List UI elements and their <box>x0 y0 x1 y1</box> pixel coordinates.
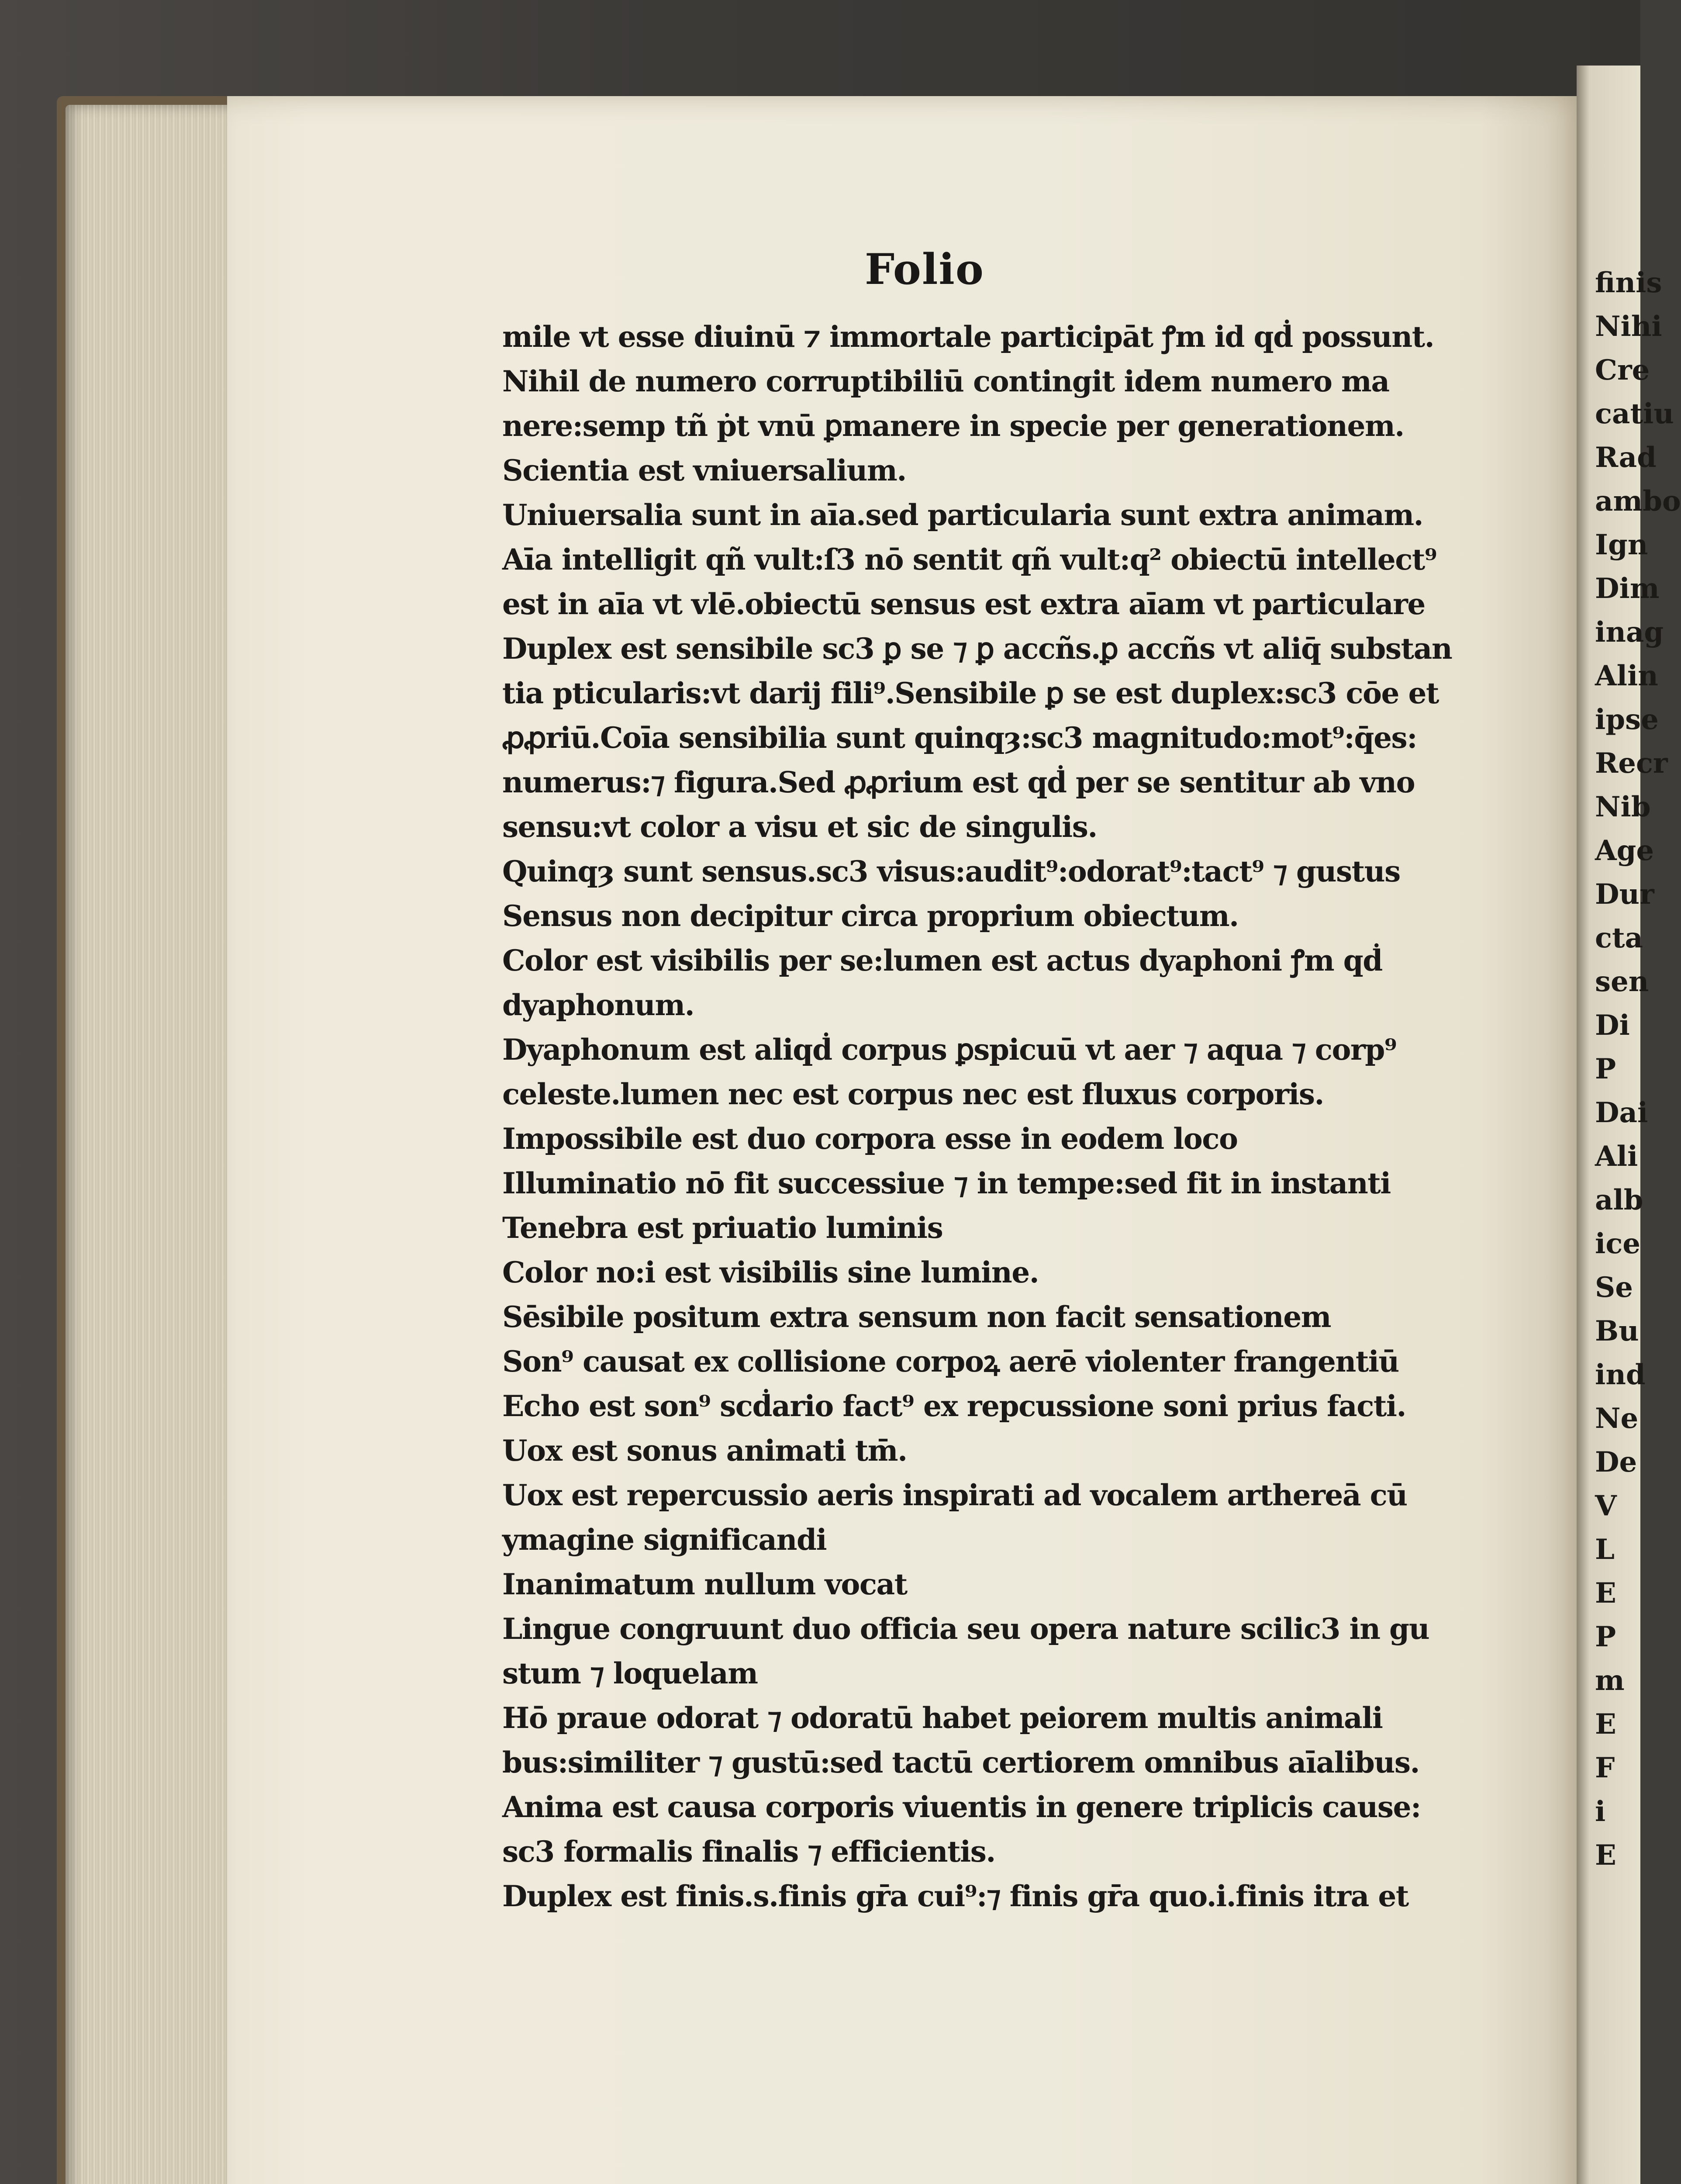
facing-page-fragment: finis <box>1595 266 1662 299</box>
page-edges <box>66 105 231 2184</box>
text-line: Uniuersalia sunt in aīa.sed particularia sunt extra animam. <box>502 498 1423 532</box>
facing-page-fragment: Ign <box>1595 529 1648 561</box>
facing-page-fragment: Dai <box>1595 1096 1648 1129</box>
facing-page-fragment: ice <box>1595 1227 1640 1260</box>
text-line: sc3 formalis finalis ⁊ efficientis. <box>502 1835 995 1869</box>
facing-page-fragment: Di <box>1595 1009 1630 1042</box>
facing-page-fragment: i <box>1595 1795 1606 1828</box>
facing-page-fragment: Alin <box>1595 660 1658 692</box>
facing-page-fragment: E <box>1595 1708 1616 1741</box>
facing-page-fragment: m <box>1595 1664 1625 1697</box>
text-block <box>502 314 1452 1918</box>
facing-page-fragment: alb <box>1595 1184 1643 1216</box>
text-line: Uox est repercussio aeris inspirati ad vocalem arthereā cū <box>502 1478 1407 1512</box>
text-line: ymagine significandi <box>502 1523 827 1557</box>
facing-page-fragment: ambo <box>1595 485 1681 518</box>
text-line: celeste.lumen nec est corpus nec est fluxus corporis. <box>502 1077 1324 1111</box>
facing-page-fragment: Dur <box>1595 878 1654 911</box>
text-line: Uox est sonus animati tm̄. <box>502 1434 907 1468</box>
facing-page-fragment: inag <box>1595 616 1664 649</box>
text-line: Color no:i est visibilis sine lumine. <box>502 1255 1039 1289</box>
facing-page-fragment: ind <box>1595 1358 1646 1391</box>
text-line: Duplex est finis.s.finis gr̄a cui⁹:⁊ finis gr̄a quo.i.finis itra et <box>502 1879 1408 1913</box>
text-line: Dyaphonum est aliqḋ corpus ꝑspicuū vt aer ⁊ aqua ⁊ corp⁹ <box>502 1033 1397 1067</box>
facing-page-fragment: Nib <box>1595 791 1651 823</box>
facing-page-fragment: Bu <box>1595 1315 1639 1348</box>
facing-page-fragment: De <box>1595 1446 1637 1479</box>
running-head: Folio <box>865 245 984 294</box>
text-line: Son⁹ causat ex collisione corpoꝝ aerē violenter frangentiū <box>502 1344 1399 1379</box>
text-line: Aīa intelligit qñ vult:ſ3 nō sentit qñ vult:q² obiectū intellect⁹ <box>502 543 1437 577</box>
text-line: Sensus non decipitur circa proprium obiectum. <box>502 899 1239 933</box>
text-line: Scientia est vniuersalium. <box>502 453 906 487</box>
facing-page-fragment: cta <box>1595 922 1643 954</box>
text-line: Illuminatio nō fit successiue ⁊ in tempe:sed fit in instanti <box>502 1166 1391 1200</box>
facing-page-fragment: Ali <box>1595 1140 1638 1173</box>
text-line: Sēsibile positum extra sensum non facit sensationem <box>502 1300 1331 1334</box>
facing-page-fragment: E <box>1595 1577 1616 1610</box>
facing-page-fragment: E <box>1595 1839 1616 1872</box>
text-line: tia pticularis:vt darij fili⁹.Sensibile ꝑ se est duplex:sc3 cōe et <box>502 676 1439 710</box>
facing-page-fragment: catiu <box>1595 397 1674 430</box>
facing-page-fragment: Rad <box>1595 441 1657 474</box>
facing-page-fragment: P <box>1595 1053 1616 1085</box>
text-line: dyaphonum. <box>502 988 694 1022</box>
text-line: Impossibile est duo corpora esse in eodem loco <box>502 1122 1238 1156</box>
text-line: Anima est causa corporis viuentis in genere triplicis cause: <box>502 1790 1421 1824</box>
facing-page-fragment: V <box>1595 1489 1617 1522</box>
text-line: Echo est son⁹ scḋario fact⁹ ex repcussione soni prius facti. <box>502 1389 1406 1423</box>
text-line: mile vt esse diuinū ⁊ immortale participāt ꝭm id qḋ possunt. <box>502 320 1434 354</box>
text-line: Quinqȝ sunt sensus.sc3 visus:audit⁹:odorat⁹:tact⁹ ⁊ gustus <box>502 854 1400 888</box>
facing-page-fragment: Se <box>1595 1271 1633 1304</box>
facing-page-edge <box>1577 66 1681 2184</box>
text-line: Tenebra est priuatio luminis <box>502 1211 943 1245</box>
text-line: Hō praue odorat ⁊ odoratū habet peiorem multis animali <box>502 1701 1383 1735</box>
text-line: est in aīa vt vlē.obiectū sensus est extra aīam vt particulare <box>502 587 1425 621</box>
text-line: nere:semp tñ ṗt vnū ꝑmanere in specie per generationem. <box>502 409 1404 443</box>
facing-page-fragment: P <box>1595 1621 1616 1653</box>
facing-page-fragment: Ne <box>1595 1402 1639 1435</box>
facing-page-fragment: Nihi <box>1595 310 1662 343</box>
facing-page-fragment: sen <box>1595 965 1649 998</box>
facing-page-fragment: Dim <box>1595 572 1660 605</box>
text-line: Color est visibilis per se:lumen est actus dyaphoni ꝭm qḋ <box>502 943 1382 978</box>
facing-page-fragment: Recr <box>1595 747 1668 780</box>
text-line: Inanimatum nullum vocat <box>502 1567 907 1601</box>
facing-page-fragment: ipse <box>1595 703 1659 736</box>
text-line: sensu:vt color a visu et sic de singulis. <box>502 810 1097 844</box>
text-line: numerus:⁊ figura.Sed ꝓꝓrium est qḋ per se sentitur ab vno <box>502 765 1415 799</box>
facing-page-fragment: Cre <box>1595 354 1650 387</box>
text-line: Lingue congruunt duo officia seu opera nature scilic3 in gu <box>502 1612 1429 1646</box>
text-line: ꝓꝓriū.Coīa sensibilia sunt quinqȝ:sc3 magnitudo:mot⁹:q̄es: <box>502 721 1417 755</box>
text-line: Duplex est sensibile sc3 ꝑ se ⁊ ꝑ accñs.ꝑ accñs vt aliq̄ substan <box>502 632 1452 666</box>
text-line: Nihil de numero corruptibiliū contingit idem numero ma <box>502 364 1389 398</box>
facing-page-fragment: F <box>1595 1752 1615 1784</box>
text-line: bus:similiter ⁊ gustū:sed tactū certiorem omnibus aīalibus. <box>502 1745 1420 1780</box>
facing-page-fragment: Age <box>1595 834 1654 867</box>
text-line: stum ⁊ loquelam <box>502 1656 758 1690</box>
facing-page-fragment: L <box>1595 1533 1615 1566</box>
